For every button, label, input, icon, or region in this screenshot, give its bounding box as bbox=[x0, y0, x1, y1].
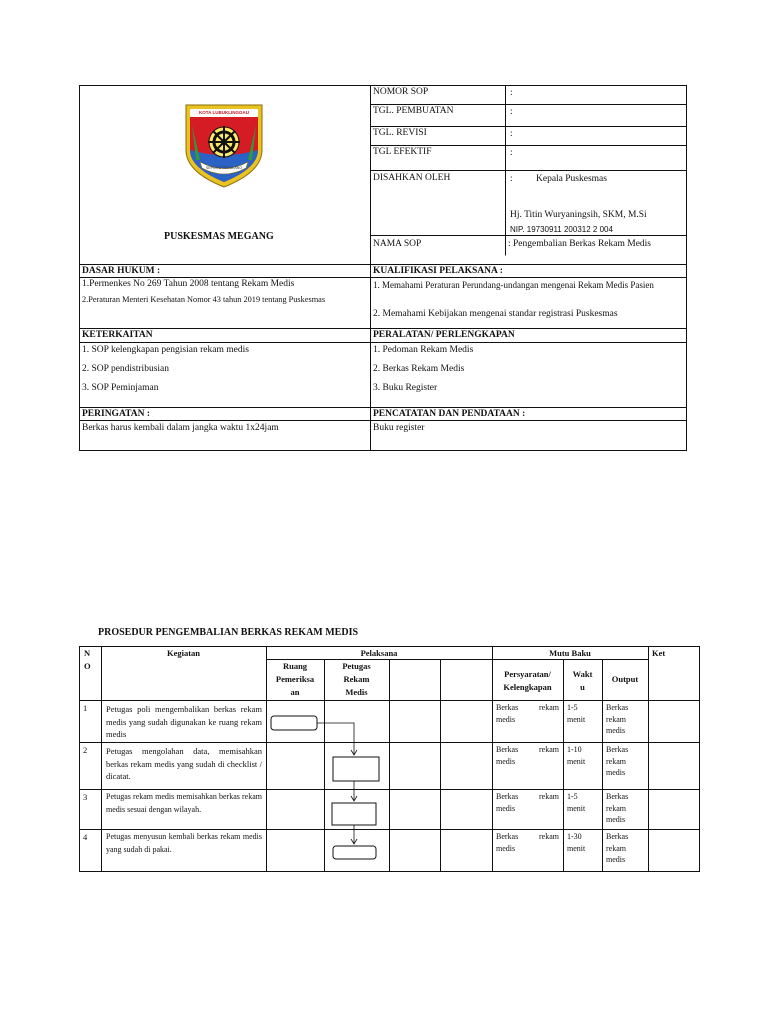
nama-sop-label: NAMA SOP bbox=[373, 239, 422, 249]
row-3-waktu: 1-5 menit bbox=[567, 792, 586, 813]
col-no-2: O bbox=[84, 661, 91, 671]
row-4-persyaratan: Berkas rekam medis bbox=[496, 832, 559, 853]
keterkaitan-item-2: 2. SOP pendistribusian bbox=[82, 364, 169, 374]
keterkaitan-title: KETERKAITAN bbox=[82, 330, 153, 340]
keterkaitan-item-3: 3. SOP Peminjaman bbox=[82, 383, 159, 393]
nama-sop-value: : Pengembalian Berkas Rekam Medis bbox=[508, 239, 651, 249]
sub-persyaratan-2: Kelengkapan bbox=[503, 682, 552, 692]
tgl-efektif-value: : bbox=[510, 148, 513, 158]
row-1-no: 1 bbox=[83, 703, 88, 713]
row-3-persyaratan: Berkas rekam medis bbox=[496, 792, 559, 813]
flow-process-2 bbox=[333, 757, 379, 781]
tgl-revisi-label: TGL. REVISI bbox=[373, 128, 427, 138]
peralatan-item-1: 1. Pedoman Rekam Medis bbox=[373, 345, 474, 355]
sub-waktu-1: Wakt bbox=[572, 669, 593, 679]
row-4-waktu: 1-30 menit bbox=[567, 832, 586, 853]
kualifikasi-item-1: 1. Memahami Peraturan Perundang-undangan mengenai Rekam Medis Pasien bbox=[373, 280, 654, 290]
peralatan-title: PERALATAN/ PERLENGKAPAN bbox=[373, 330, 515, 340]
row-3-kegiatan: Petugas rekam medis memisahkan berkas rekam medis sesuai dengan wilayah. bbox=[106, 792, 262, 814]
kualifikasi-title: KUALIFIKASI PELAKSANA : bbox=[373, 266, 503, 276]
peringatan-title: PERINGATAN : bbox=[82, 409, 150, 419]
row-1-persyaratan: Berkas rekam medis bbox=[496, 703, 559, 724]
peringatan-text: Berkas harus kembali dalam jangka waktu 1x24jam bbox=[82, 423, 279, 433]
row-3-output: Berkas rekam medis bbox=[606, 792, 629, 824]
row-1-output: Berkas rekam medis bbox=[606, 703, 629, 735]
disahkan-colon: : bbox=[510, 174, 513, 184]
kualifikasi-item-2: 2. Memahami Kebijakan mengenai standar registrasi Puskesmas bbox=[373, 309, 618, 319]
row-3-no: 3 bbox=[83, 792, 88, 802]
row-4-no: 4 bbox=[83, 832, 88, 842]
sub-ruang-1: Ruang bbox=[282, 661, 308, 671]
sub-persyaratan-1: Persyaratan/ bbox=[504, 669, 551, 679]
disahkan-label: DISAHKAN OLEH bbox=[373, 173, 451, 183]
disahkan-title: Kepala Puskesmas bbox=[536, 174, 607, 184]
dasar-hukum-item-1: 1.Permenkes No 269 Tahun 2008 tentang Rekam Medis bbox=[82, 279, 295, 289]
tgl-pembuatan-label: TGL. PEMBUATAN bbox=[373, 106, 454, 116]
row-1-waktu: 1-5 menit bbox=[567, 703, 586, 724]
sub-ruang-2: Pemeriksa bbox=[275, 674, 315, 684]
logo-banner-text: KOTA LUBUKLINGGAU bbox=[199, 110, 249, 115]
sub-petugas-1: Petugas bbox=[342, 661, 371, 671]
row-2-waktu: 1-10 menit bbox=[567, 745, 586, 766]
col-no-1: N bbox=[84, 648, 91, 658]
tgl-efektif-label: TGL EFEKTIF bbox=[373, 147, 432, 157]
procedure-title: PROSEDUR PENGEMBALIAN BERKAS REKAM MEDIS bbox=[98, 627, 359, 638]
nomor-sop-label: NOMOR SOP bbox=[373, 87, 429, 97]
sub-waktu-2: u bbox=[580, 682, 585, 692]
row-4-kegiatan: Petugas menyusun kembali berkas rekam medis yang sudah di pakai. bbox=[106, 832, 262, 854]
keterkaitan-item-1: 1. SOP kelengkapan pengisian rekam medis bbox=[82, 345, 249, 355]
sub-petugas-3: Medis bbox=[345, 687, 368, 697]
pencatatan-text: Buku register bbox=[373, 423, 425, 433]
sub-output: Output bbox=[611, 674, 639, 684]
sub-petugas-2: Rekam bbox=[343, 674, 370, 684]
disahkan-nip: NIP. 19730911 200312 2 004 bbox=[510, 225, 613, 234]
logo-ribbon-text: SEPINTU SEDULANG bbox=[205, 166, 243, 170]
row-2-output: Berkas rekam medis bbox=[606, 745, 629, 777]
col-ket: Ket bbox=[652, 648, 666, 658]
peralatan-item-2: 2. Berkas Rekam Medis bbox=[373, 364, 465, 374]
pencatatan-title: PENCATATAN DAN PENDATAAN : bbox=[373, 409, 526, 419]
row-2-kegiatan: Petugas mengolahan data, memisahkan berkas rekam medis yang sudah di checklist / dicatat. bbox=[106, 746, 262, 781]
row-2-persyaratan: Berkas rekam medis bbox=[496, 745, 559, 766]
tgl-revisi-value: : bbox=[510, 129, 513, 139]
tgl-pembuatan-value: : bbox=[510, 107, 513, 117]
flow-process-3 bbox=[332, 803, 376, 825]
flow-terminator-start bbox=[271, 716, 317, 730]
row-1-kegiatan: Petugas poli mengembalikan berkas rekam medis yang sudah digunakan ke ruang rekam medis bbox=[106, 704, 262, 739]
disahkan-name: Hj. Titin Wuryaningsih, SKM, M.Si bbox=[510, 210, 647, 220]
flow-connectors bbox=[317, 723, 357, 844]
dasar-hukum-item-2: 2.Peraturan Menteri Kesehatan Nomor 43 tahun 2019 tentang Puskesmas bbox=[82, 295, 326, 304]
row-4-output: Berkas rekam medis bbox=[606, 832, 629, 864]
col-mutu-baku: Mutu Baku bbox=[549, 648, 591, 658]
nomor-sop-value: : bbox=[510, 88, 513, 98]
flow-terminator-end bbox=[333, 846, 376, 859]
row-2-no: 2 bbox=[83, 745, 88, 755]
sub-ruang-3: an bbox=[290, 687, 300, 697]
col-pelaksana: Pelaksana bbox=[360, 648, 398, 658]
dasar-hukum-title: DASAR HUKUM : bbox=[82, 266, 161, 276]
org-name: PUSKESMAS MEGANG bbox=[164, 231, 274, 242]
peralatan-item-3: 3. Buku Register bbox=[373, 383, 438, 393]
city-emblem bbox=[186, 105, 262, 187]
col-kegiatan: Kegiatan bbox=[166, 648, 201, 658]
